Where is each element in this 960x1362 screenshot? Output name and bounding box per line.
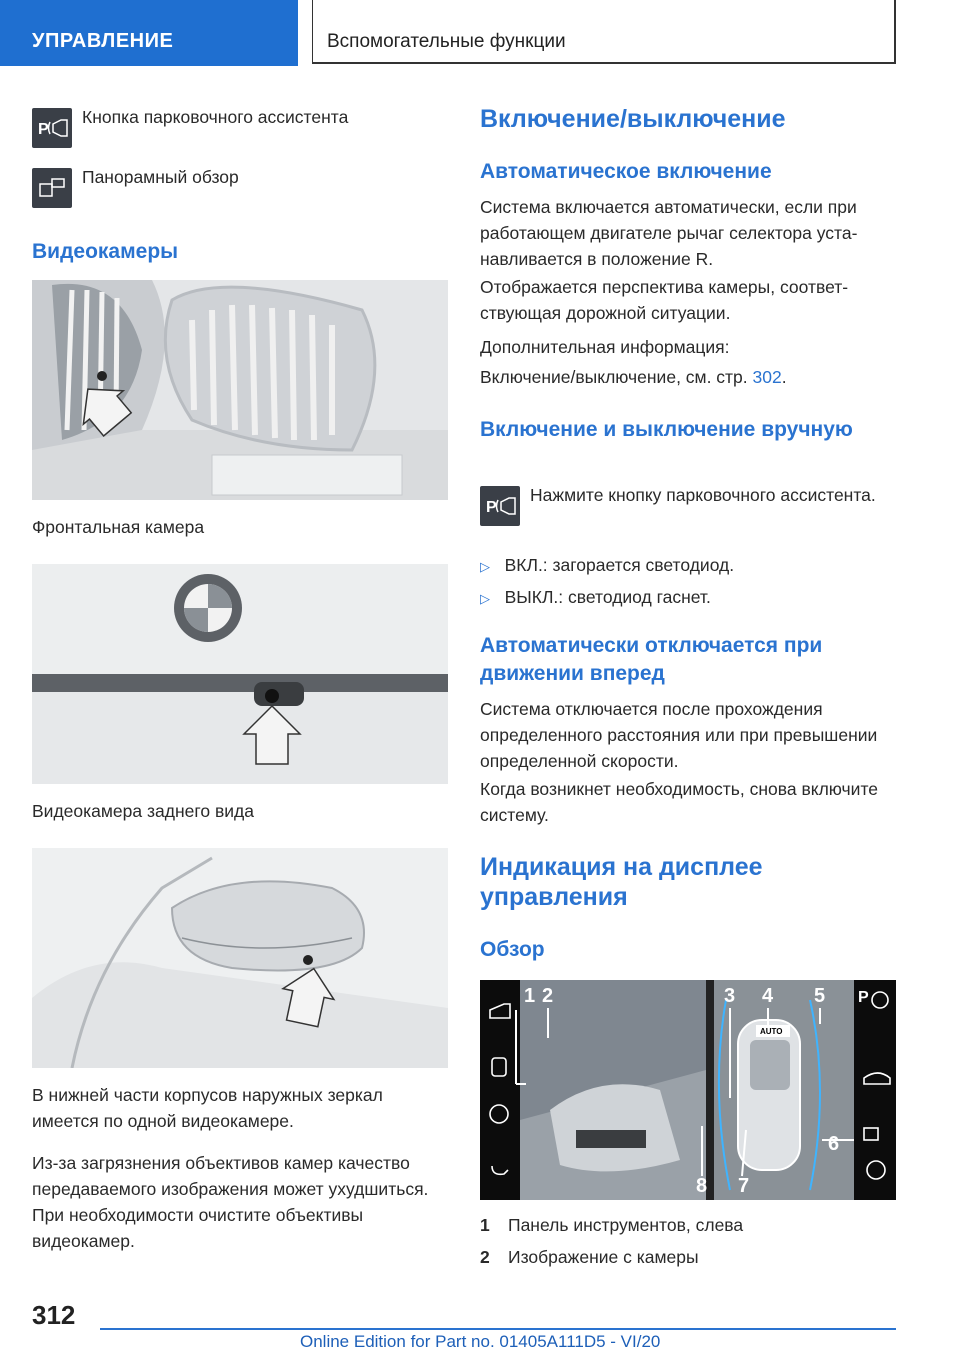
svg-text:P: P [38, 121, 49, 138]
heading-auto-on: Автоматическое включение [480, 160, 772, 183]
icon-label-parking: Кнопка парковочного ассистента [82, 107, 349, 127]
paragraph-reference: Включение/выключение, см. стр. 302. [480, 367, 787, 387]
paragraph-more-info: Дополнительная информация: [480, 337, 730, 357]
heading-on-off: Включение/выключение [480, 105, 786, 133]
page-number: 312 [32, 1300, 76, 1330]
front-camera-image [32, 280, 448, 500]
paragraph-auto-on: Система включается автоматически, если при работающем двигателе рычаг селектора устанавливается в положение R. [480, 197, 858, 269]
bullet-item-on: ▷ ВКЛ.: загорается светодиод. [480, 555, 735, 575]
section-title: УПРАВЛЕНИЕ [32, 30, 174, 52]
caption-front-camera: Фронтальная камера [32, 517, 205, 537]
mirror-camera-image [32, 848, 448, 1068]
svg-text:7: 7 [738, 1175, 750, 1197]
svg-text:8: 8 [696, 1175, 708, 1197]
svg-text:P: P [858, 989, 869, 1006]
control-display-screenshot [480, 980, 896, 1200]
triangle-bullet-icon: ▷ [480, 559, 490, 574]
triangle-bullet-icon: ▷ [480, 591, 490, 606]
section-tab [0, 0, 298, 66]
chapter-header [312, 0, 896, 64]
svg-text:2: 2 [542, 985, 554, 1007]
heading-cameras: Видеокамеры [32, 240, 179, 263]
paragraph-auto-off: Система отключается после прохождения определенного расстояния или при превышении определенной скорости. [480, 699, 878, 771]
list-item-2: 2 [480, 1247, 490, 1267]
parking-assistant-icon [480, 486, 520, 526]
heading-auto-off: Автоматически отключается при движении вперед [480, 634, 823, 685]
paragraph-perspective: Отображается перспектива камеры, соответствующая дорожной ситуации. [480, 277, 849, 323]
heading-display: Индикация на дисплее управления [480, 853, 763, 911]
list-item-2-text: Изображение с камеры [508, 1247, 699, 1267]
svg-text:4: 4 [762, 985, 774, 1007]
heading-manual: Включение и выключение вручную [480, 418, 853, 441]
paragraph-reenable: Когда возникнет необходимость, снова включите систему. [480, 779, 878, 825]
list-item-1: 1 [480, 1215, 490, 1235]
footer-edition: Online Edition for Part no. 01405A111D5 - VI/20 [300, 1332, 661, 1351]
paragraph-manual: Нажмите кнопку парковочного ассистента. [530, 485, 876, 505]
footer-divider [100, 1328, 896, 1330]
icon-label-panorama: Панорамный обзор [82, 167, 239, 187]
svg-text:AUTO: AUTO [760, 1027, 783, 1036]
paragraph-mirror-cameras: В нижней части корпусов наружных зеркал имеется по одной видеокамере. [32, 1085, 383, 1131]
svg-text:P: P [486, 499, 497, 516]
svg-text:3: 3 [724, 985, 736, 1007]
chapter-title: Вспомогательные функции [327, 31, 566, 52]
parking-assistant-icon [32, 108, 72, 148]
list-item-1-text: Панель инструментов, слева [508, 1215, 744, 1235]
svg-text:6: 6 [828, 1133, 840, 1155]
heading-overview: Обзор [480, 938, 545, 961]
bullet-item-off: ▷ ВЫКЛ.: светодиод гаснет. [480, 587, 711, 607]
paragraph-cleaning: Из-за загрязнения объективов камер качество передаваемого изображения может ухудшиться. При необходимости очистите объективы видеокамер. [32, 1153, 429, 1251]
svg-text:5: 5 [814, 985, 826, 1007]
panorama-view-icon [32, 168, 72, 208]
caption-rear-camera: Видеокамера заднего вида [32, 801, 254, 821]
svg-text:1: 1 [524, 985, 536, 1007]
page-link[interactable]: 302 [752, 367, 782, 387]
rear-camera-image [32, 564, 448, 784]
